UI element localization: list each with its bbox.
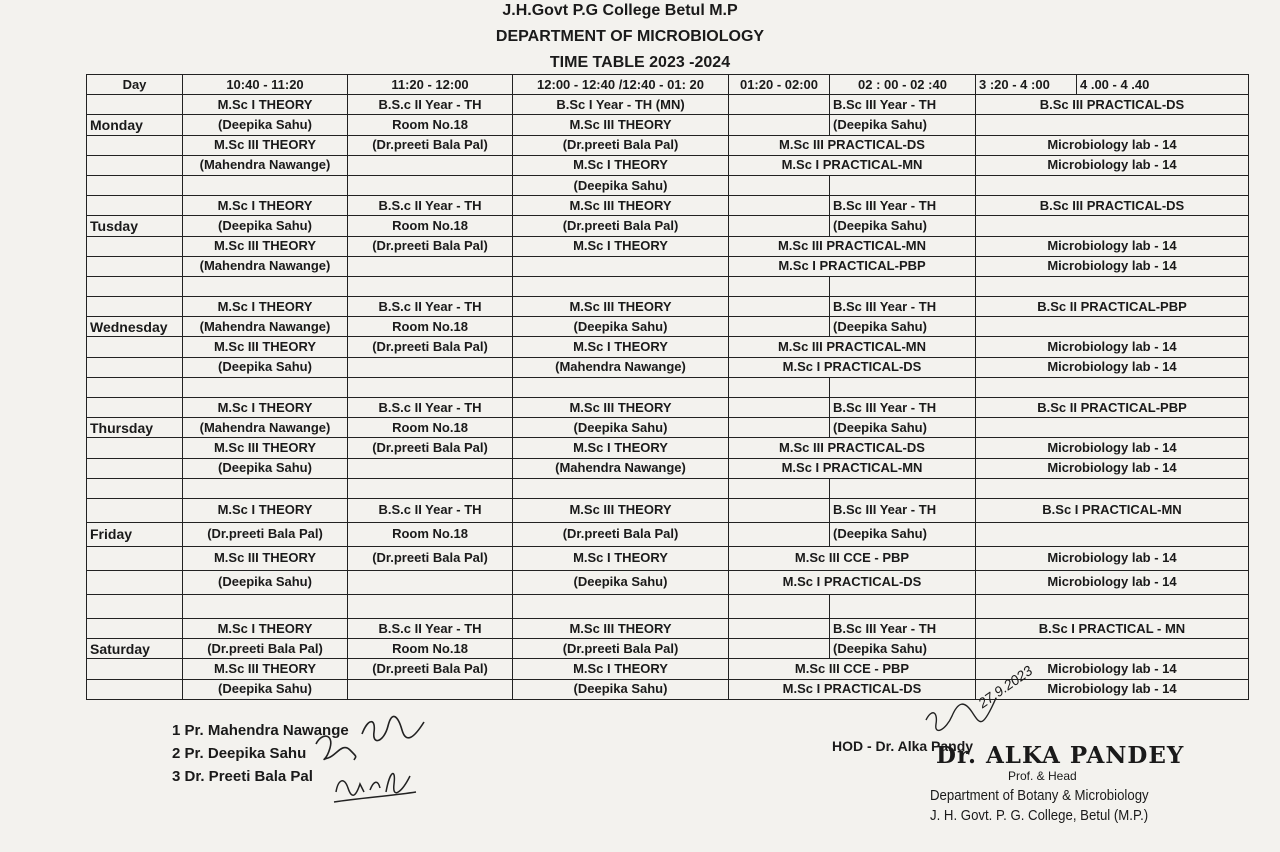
table-row	[87, 196, 1249, 216]
college-name: J.H.Govt P.G College Betul M.P	[502, 2, 738, 19]
slot-cell: M.Sc I THEORY	[513, 546, 729, 570]
day-cell	[87, 679, 183, 699]
slot-cell: Microbiology lab - 14	[976, 659, 1249, 679]
slot-cell: (Dr.preeti Bala Pal)	[348, 236, 513, 256]
slot-cell: (Dr.preeti Bala Pal)	[513, 135, 729, 155]
table-row	[87, 337, 1249, 357]
slot-cell: Room No.18	[348, 418, 513, 438]
slot-cell: B.S.c II Year - TH	[348, 618, 513, 638]
slot-cell: (Mahendra Nawange)	[513, 357, 729, 377]
slot-cell: M.Sc III THEORY	[513, 498, 729, 522]
slot-cell: B.Sc II PRACTICAL-PBP	[976, 297, 1249, 317]
slot-cell: M.Sc I PRACTICAL-DS	[729, 570, 976, 594]
slot-cell: M.Sc III THEORY	[183, 438, 348, 458]
slot-cell: Room No.18	[348, 115, 513, 135]
day-cell	[87, 236, 183, 256]
table-row	[87, 418, 1249, 438]
table-row	[87, 618, 1249, 638]
day-cell	[87, 155, 183, 175]
slot-cell: B.S.c II Year - TH	[348, 498, 513, 522]
slot-cell: Microbiology lab - 14	[976, 546, 1249, 570]
table-row	[87, 594, 1249, 618]
slot-cell	[183, 478, 348, 498]
slot-cell: Microbiology lab - 14	[976, 256, 1249, 276]
slot-cell: B.S.c II Year - TH	[348, 196, 513, 216]
handwritten-date: 27.9.2023	[975, 662, 1036, 712]
slot-cell	[830, 276, 976, 296]
day-cell	[87, 546, 183, 570]
slot-cell: (Deepika Sahu)	[513, 570, 729, 594]
slot-cell: M.Sc III THEORY	[513, 398, 729, 418]
slot-cell: M.Sc III CCE - PBP	[729, 546, 976, 570]
slot-cell: M.Sc III THEORY	[183, 337, 348, 357]
slot-cell	[348, 377, 513, 397]
slot-cell: M.Sc I PRACTICAL-DS	[729, 357, 976, 377]
slot-cell: (Mahendra Nawange)	[513, 458, 729, 478]
day-cell	[87, 175, 183, 195]
table-row	[87, 377, 1249, 397]
day-cell	[87, 196, 183, 216]
slot-cell: Room No.18	[348, 216, 513, 236]
slot-cell	[348, 175, 513, 195]
slot-cell: B.S.c II Year - TH	[348, 95, 513, 115]
slot-cell	[976, 522, 1249, 546]
header-row	[87, 75, 1249, 95]
department-name: DEPARTMENT OF MICROBIOLOGY	[495, 28, 765, 45]
slot-cell: Microbiology lab - 14	[976, 337, 1249, 357]
slot-cell: M.Sc I THEORY	[513, 438, 729, 458]
slot-cell: (Mahendra Nawange)	[183, 256, 348, 276]
slot-cell: B.Sc III Year - TH	[830, 95, 976, 115]
day-cell	[87, 618, 183, 638]
slot-cell	[729, 377, 830, 397]
column-header: 02 : 00 - 02 :40	[830, 75, 976, 95]
slot-cell	[729, 594, 830, 618]
slot-cell: M.Sc III THEORY	[513, 297, 729, 317]
day-cell	[87, 297, 183, 317]
slot-cell	[513, 377, 729, 397]
slot-cell	[729, 522, 830, 546]
signatory-1: 1 Pr. Mahendra Nawange	[172, 722, 349, 739]
slot-cell	[348, 357, 513, 377]
slot-cell: (Deepika Sahu)	[830, 522, 976, 546]
slot-cell: (Dr.preeti Bala Pal)	[513, 522, 729, 546]
slot-cell: (Dr.preeti Bala Pal)	[348, 438, 513, 458]
slot-cell	[513, 276, 729, 296]
slot-cell	[729, 398, 830, 418]
day-cell	[87, 594, 183, 618]
column-header: 10:40 - 11:20	[183, 75, 348, 95]
slot-cell: Microbiology lab - 14	[976, 458, 1249, 478]
table-row	[87, 297, 1249, 317]
table-row	[87, 357, 1249, 377]
slot-cell: M.Sc III PRACTICAL-DS	[729, 438, 976, 458]
slot-cell: Microbiology lab - 14	[976, 570, 1249, 594]
timetable-title: TIME TABLE 2023 -2024	[549, 54, 731, 71]
slot-cell: (Deepika Sahu)	[183, 115, 348, 135]
slot-cell: M.Sc III CCE - PBP	[729, 659, 976, 679]
slot-cell: B.Sc III PRACTICAL-DS	[976, 196, 1249, 216]
slot-cell	[976, 594, 1249, 618]
day-cell	[87, 659, 183, 679]
stamp-department: Department of Botany & Microbiology	[930, 787, 1149, 804]
slot-cell: B.Sc III PRACTICAL-DS	[976, 95, 1249, 115]
slot-cell: (Deepika Sahu)	[830, 418, 976, 438]
slot-cell	[513, 594, 729, 618]
day-cell	[87, 357, 183, 377]
slot-cell	[348, 594, 513, 618]
slot-cell: M.Sc I THEORY	[513, 337, 729, 357]
day-cell	[87, 438, 183, 458]
slot-cell: B.Sc III Year - TH	[830, 297, 976, 317]
table-row	[87, 317, 1249, 337]
slot-cell	[348, 570, 513, 594]
stamp-college: J. H. Govt. P. G. College, Betul (M.P.)	[930, 807, 1149, 824]
slot-cell: M.Sc I PRACTICAL-PBP	[729, 256, 976, 276]
slot-cell	[976, 175, 1249, 195]
day-cell	[87, 458, 183, 478]
slot-cell: M.Sc III THEORY	[513, 618, 729, 638]
slot-cell: Microbiology lab - 14	[976, 679, 1249, 699]
slot-cell: (Deepika Sahu)	[183, 357, 348, 377]
slot-cell: M.Sc I PRACTICAL-MN	[729, 155, 976, 175]
column-header: 11:20 - 12:00	[348, 75, 513, 95]
slot-cell	[729, 297, 830, 317]
slot-cell: M.Sc I THEORY	[513, 155, 729, 175]
slot-cell: (Dr.preeti Bala Pal)	[183, 639, 348, 659]
day-cell	[87, 570, 183, 594]
slot-cell: (Deepika Sahu)	[183, 570, 348, 594]
slot-cell	[976, 317, 1249, 337]
slot-cell: B.Sc I PRACTICAL - MN	[976, 618, 1249, 638]
slot-cell	[830, 175, 976, 195]
slot-cell: (Deepika Sahu)	[830, 639, 976, 659]
day-name: Friday	[87, 522, 183, 546]
slot-cell	[729, 95, 830, 115]
table-row	[87, 175, 1249, 195]
slot-cell	[729, 196, 830, 216]
table-row	[87, 458, 1249, 478]
signature-mahendra	[358, 712, 428, 746]
column-header: 01:20 - 02:00	[729, 75, 830, 95]
slot-cell	[976, 478, 1249, 498]
day-name: Wednesday	[87, 317, 183, 337]
day-cell	[87, 398, 183, 418]
slot-cell: M.Sc I THEORY	[183, 95, 348, 115]
slot-cell: B.S.c II Year - TH	[348, 297, 513, 317]
slot-cell	[348, 155, 513, 175]
table-row	[87, 256, 1249, 276]
table-row	[87, 398, 1249, 418]
table-row	[87, 570, 1249, 594]
slot-cell: B.Sc III Year - TH	[830, 498, 976, 522]
day-name: Thursday	[87, 418, 183, 438]
signatory-3: 3 Dr. Preeti Bala Pal	[172, 768, 313, 785]
slot-cell: (Deepika Sahu)	[513, 175, 729, 195]
table-row	[87, 276, 1249, 296]
slot-cell	[348, 276, 513, 296]
slot-cell	[729, 418, 830, 438]
slot-cell: M.Sc III PRACTICAL-MN	[729, 236, 976, 256]
slot-cell	[183, 276, 348, 296]
slot-cell	[976, 418, 1249, 438]
column-header: 4 .00 - 4 .40	[1077, 75, 1249, 95]
slot-cell: (Deepika Sahu)	[830, 115, 976, 135]
slot-cell	[729, 276, 830, 296]
slot-cell: (Deepika Sahu)	[183, 216, 348, 236]
slot-cell: (Dr.preeti Bala Pal)	[513, 216, 729, 236]
day-cell	[87, 337, 183, 357]
table-row	[87, 659, 1249, 679]
table-row	[87, 216, 1249, 236]
slot-cell: B.Sc I Year - TH (MN)	[513, 95, 729, 115]
slot-cell: B.Sc III Year - TH	[830, 618, 976, 638]
day-name: Tusday	[87, 216, 183, 236]
table-row	[87, 639, 1249, 659]
slot-cell	[976, 276, 1249, 296]
slot-cell	[729, 498, 830, 522]
table-row	[87, 546, 1249, 570]
slot-cell: Microbiology lab - 14	[976, 357, 1249, 377]
hod-label: HOD - Dr. Alka Pandy	[832, 738, 974, 754]
column-header: 3 :20 - 4 :00	[976, 75, 1077, 95]
slot-cell: (Deepika Sahu)	[513, 317, 729, 337]
day-cell	[87, 256, 183, 276]
slot-cell: M.Sc III THEORY	[183, 135, 348, 155]
slot-cell: M.Sc III PRACTICAL-MN	[729, 337, 976, 357]
slot-cell	[348, 458, 513, 478]
slot-cell	[976, 639, 1249, 659]
slot-cell: Microbiology lab - 14	[976, 236, 1249, 256]
slot-cell: Room No.18	[348, 639, 513, 659]
table-row	[87, 135, 1249, 155]
slot-cell: (Deepika Sahu)	[830, 216, 976, 236]
slot-cell: Room No.18	[348, 317, 513, 337]
column-header: 12:00 - 12:40 /12:40 - 01: 20	[513, 75, 729, 95]
slot-cell	[183, 175, 348, 195]
slot-cell	[830, 478, 976, 498]
table-row	[87, 679, 1249, 699]
slot-cell: (Dr.preeti Bala Pal)	[348, 337, 513, 357]
slot-cell: (Deepika Sahu)	[513, 679, 729, 699]
slot-cell	[729, 478, 830, 498]
slot-cell: M.Sc I THEORY	[183, 297, 348, 317]
table-row	[87, 236, 1249, 256]
slot-cell	[830, 377, 976, 397]
slot-cell	[830, 594, 976, 618]
day-cell	[87, 478, 183, 498]
day-name: Monday	[87, 115, 183, 135]
table-row	[87, 478, 1249, 498]
slot-cell: M.Sc I THEORY	[183, 398, 348, 418]
slot-cell: (Mahendra Nawange)	[183, 317, 348, 337]
slot-cell: (Deepika Sahu)	[183, 458, 348, 478]
slot-cell	[976, 216, 1249, 236]
slot-cell	[513, 478, 729, 498]
slot-cell: M.Sc I THEORY	[513, 659, 729, 679]
slot-cell	[183, 377, 348, 397]
day-name: Saturday	[87, 639, 183, 659]
slot-cell	[729, 175, 830, 195]
slot-cell: Microbiology lab - 14	[976, 438, 1249, 458]
slot-cell: M.Sc I THEORY	[183, 618, 348, 638]
slot-cell: (Deepika Sahu)	[183, 679, 348, 699]
slot-cell: B.Sc II PRACTICAL-PBP	[976, 398, 1249, 418]
slot-cell: M.Sc I PRACTICAL-DS	[729, 679, 976, 699]
slot-cell	[729, 115, 830, 135]
signature-preeti	[330, 762, 420, 806]
stamp-name: Dr. ALKA PANDEY	[936, 742, 1185, 769]
table-row	[87, 522, 1249, 546]
slot-cell	[348, 679, 513, 699]
slot-cell: Room No.18	[348, 522, 513, 546]
signatory-2: 2 Pr. Deepika Sahu	[172, 745, 307, 762]
timetable	[86, 74, 1249, 700]
slot-cell: B.Sc I PRACTICAL-MN	[976, 498, 1249, 522]
slot-cell: M.Sc III THEORY	[183, 546, 348, 570]
day-cell	[87, 95, 183, 115]
slot-cell: M.Sc I THEORY	[513, 236, 729, 256]
slot-cell	[976, 377, 1249, 397]
slot-cell	[729, 216, 830, 236]
slot-cell: M.Sc III THEORY	[183, 236, 348, 256]
slot-cell	[729, 639, 830, 659]
slot-cell: M.Sc III THEORY	[513, 196, 729, 216]
slot-cell: (Dr.preeti Bala Pal)	[183, 522, 348, 546]
slot-cell: (Dr.preeti Bala Pal)	[348, 135, 513, 155]
table-row	[87, 498, 1249, 522]
slot-cell: (Dr.preeti Bala Pal)	[348, 659, 513, 679]
table-row	[87, 155, 1249, 175]
day-cell	[87, 377, 183, 397]
slot-cell: M.Sc I THEORY	[183, 498, 348, 522]
slot-cell: M.Sc I THEORY	[183, 196, 348, 216]
slot-cell	[348, 478, 513, 498]
slot-cell: B.S.c II Year - TH	[348, 398, 513, 418]
day-cell	[87, 135, 183, 155]
slot-cell	[348, 256, 513, 276]
slot-cell: B.Sc III Year - TH	[830, 398, 976, 418]
day-cell	[87, 276, 183, 296]
slot-cell	[976, 115, 1249, 135]
column-header: Day	[87, 75, 183, 95]
slot-cell: M.Sc I PRACTICAL-MN	[729, 458, 976, 478]
slot-cell: Microbiology lab - 14	[976, 155, 1249, 175]
slot-cell: (Dr.preeti Bala Pal)	[348, 546, 513, 570]
slot-cell: B.Sc III Year - TH	[830, 196, 976, 216]
slot-cell	[729, 317, 830, 337]
slot-cell	[729, 618, 830, 638]
slot-cell: M.Sc III PRACTICAL-DS	[729, 135, 976, 155]
table-row	[87, 438, 1249, 458]
slot-cell: M.Sc III THEORY	[183, 659, 348, 679]
stamp-title: Prof. & Head	[1008, 769, 1077, 783]
slot-cell: (Deepika Sahu)	[830, 317, 976, 337]
signature-deepika	[310, 730, 358, 764]
slot-cell: M.Sc III THEORY	[513, 115, 729, 135]
slot-cell: (Dr.preeti Bala Pal)	[513, 639, 729, 659]
day-cell	[87, 498, 183, 522]
slot-cell	[183, 594, 348, 618]
slot-cell: (Deepika Sahu)	[513, 418, 729, 438]
table-row	[87, 115, 1249, 135]
slot-cell: (Mahendra Nawange)	[183, 155, 348, 175]
slot-cell	[513, 256, 729, 276]
slot-cell: (Mahendra Nawange)	[183, 418, 348, 438]
table-row	[87, 95, 1249, 115]
slot-cell: Microbiology lab - 14	[976, 135, 1249, 155]
